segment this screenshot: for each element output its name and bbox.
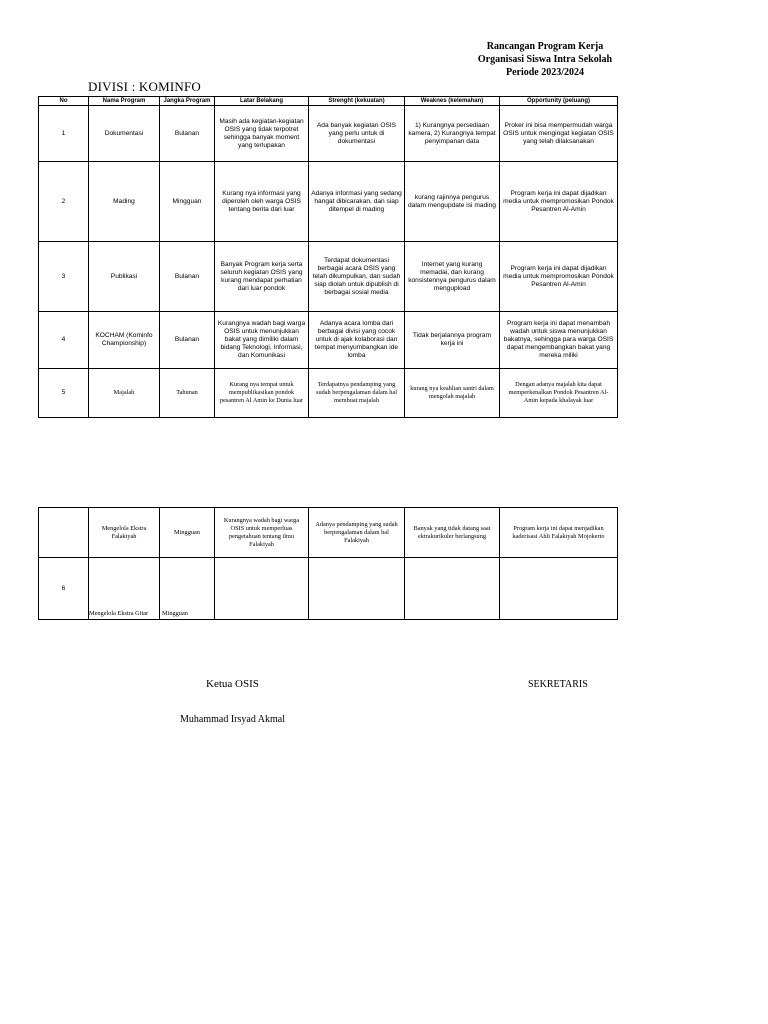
extra-program-table [38,507,618,620]
cell-jangka: Mingguan [160,558,215,620]
ketua-osis-name: Muhammad Irsyad Akmal [180,714,285,725]
table-header-row [39,97,618,106]
header-title: Rancangan Program Kerja [486,41,604,52]
table-row [39,106,618,162]
cell-jangka: Mingguan [160,162,215,242]
cell-latar: Masih ada kegiatan-kegiatan OSIS yang tidak terpotret sehingga banyak moment yang terlupakan [215,106,309,162]
cell-opportunity [500,558,618,620]
cell-no: 5 [39,369,89,418]
cell-nama: Mengelola Ekstra Gitar [89,558,160,620]
cell-strength: Terdapatnya pendamping yang sudah berpengalaman dalam hal membuat majalah [309,369,405,418]
cell-nama: KOCHAM (Kominfo Championship) [89,312,160,369]
cell-weakness: kurang rajinnya pengurus dalam mengupdate isi mading [405,162,500,242]
ketua-osis-label: Ketua OSIS [206,678,259,690]
cell-weakness: Internet yang kurang memadai, dan kurang konsistennya pengurus dalam mengupload [405,242,500,312]
table-row [39,369,618,418]
cell-strength: Adanya acara lomba dari berbagai divisi yang cocok untuk di ajak kolaborasi dan tempat menyumbangkan ide lomba [309,312,405,369]
cell-latar: Banyak Program kerja serta seluruh kegiatan OSIS yang kurang mendapat perhatian dari luar pondok [215,242,309,312]
cell-nama: Mengelola Ekstra Falakiyah [89,508,160,558]
cell-opportunity: Program kerja ini dapat menambah wadah untuk siswa menunjukkan bakatnya, sehingga para warga OSIS dapat mengembangkan bakat yang mereka miliki [500,312,618,369]
cell-weakness: Tidak berjalannya program kerja ini [405,312,500,369]
cell-no: 4 [39,312,89,369]
col-header-strength: Strenght (kekuatan) [309,97,405,106]
cell-jangka: Tahunan [160,369,215,418]
table-row [39,558,618,620]
cell-no: 3 [39,242,89,312]
col-header-opportunity: Opportunity (peluang) [500,97,618,106]
division-title: DIVISI : KOMINFO [88,79,201,94]
table-row [39,312,618,369]
cell-strength: Adanya informasi yang sedang hangat dibicarakan, dan siap ditempel di mading [309,162,405,242]
sekretaris-label: SEKRETARIS [528,679,588,690]
col-header-weakness: Weaknes (kelemahan) [405,97,500,106]
cell-strength: Adanya pendamping yang sudah berpengalaman dalam hal Falakiyah [309,508,405,558]
header-period: Periode 2023/2024 [505,67,585,78]
table-row [39,162,618,242]
cell-no: 6 [39,558,89,620]
cell-opportunity: Proker ini bisa mempermudah warga OSIS untuk mengingat kegiatan OSIS yang telah dilaksanakan [500,106,618,162]
document-header [470,40,620,79]
cell-nama: Dokumentasi [89,106,160,162]
col-header-no: No [39,97,89,106]
cell-strength [309,558,405,620]
cell-nama: Majalah [89,369,160,418]
cell-jangka: Bulanan [160,312,215,369]
cell-jangka: Bulanan [160,106,215,162]
cell-strength: Ada banyak kegiatan OSIS yang perlu untuk di dokumentasi [309,106,405,162]
cell-latar: Kurangnya wadah bagi warga OSIS untuk memperluas pengetahuan tentang ilmu Falakiyah [215,508,309,558]
cell-latar: Kurang nya informasi yang diperoleh oleh warga OSIS tentang berita dari luar [215,162,309,242]
table-row [39,242,618,312]
cell-strength: Terdapat dokumentasi berbagai acara OSIS yang telah dikumpulkan, dan sudah siap diolah untuk dipublish di berbagai sosial media [309,242,405,312]
cell-opportunity: Program kerja ini dapat menjadikan kaderisasi Ahli Falakiyah Mojokerto [500,508,618,558]
cell-opportunity: Program kerja ini dapat dijadikan media untuk mempromosikan Pondok Pesantren Al-Amin [500,162,618,242]
cell-latar: Kurang nya tempat untuk mempublikasikan pondok pesantren Al Amin ke Dunia luar [215,369,309,418]
cell-no [39,508,89,558]
table-row [39,508,618,558]
col-header-jangka-program: Jangka Program [160,97,215,106]
cell-weakness: Banyak yang tidak datang saat ektrakurikuler berlangsung [405,508,500,558]
header-organization: Organisasi Siswa Intra Sekolah [477,54,613,65]
cell-jangka: Bulanan [160,242,215,312]
cell-nama: Publikasi [89,242,160,312]
cell-latar: Kurangnya wadah bagi warga OSIS untuk menunjukkan bakat yang dimiliki dalam bidang Teknologi, Informasi, dan Komunikasi [215,312,309,369]
cell-opportunity: Dengan adanya majalah kita dapat memperkenalkan Pondok Pesantren Al-Amin kepada khalayak luar [500,369,618,418]
cell-opportunity: Program kerja ini dapat dijadikan media untuk mempromosikan Pondok Pesantren Al-Amin [500,242,618,312]
col-header-nama-program: Nama Program [89,97,160,106]
cell-jangka: Mingguan [160,508,215,558]
col-header-latar-belakang: Latar Belakang [215,97,309,106]
cell-nama: Mading [89,162,160,242]
cell-weakness [405,558,500,620]
cell-latar [215,558,309,620]
cell-weakness: kurang nya keahlian santri dalam mengolah majalah [405,369,500,418]
cell-weakness: 1) Kurangnya persediaan kamera, 2) Kurangnya tempat penyimpanan data [405,106,500,162]
program-table [38,96,618,418]
cell-no: 2 [39,162,89,242]
cell-no: 1 [39,106,89,162]
